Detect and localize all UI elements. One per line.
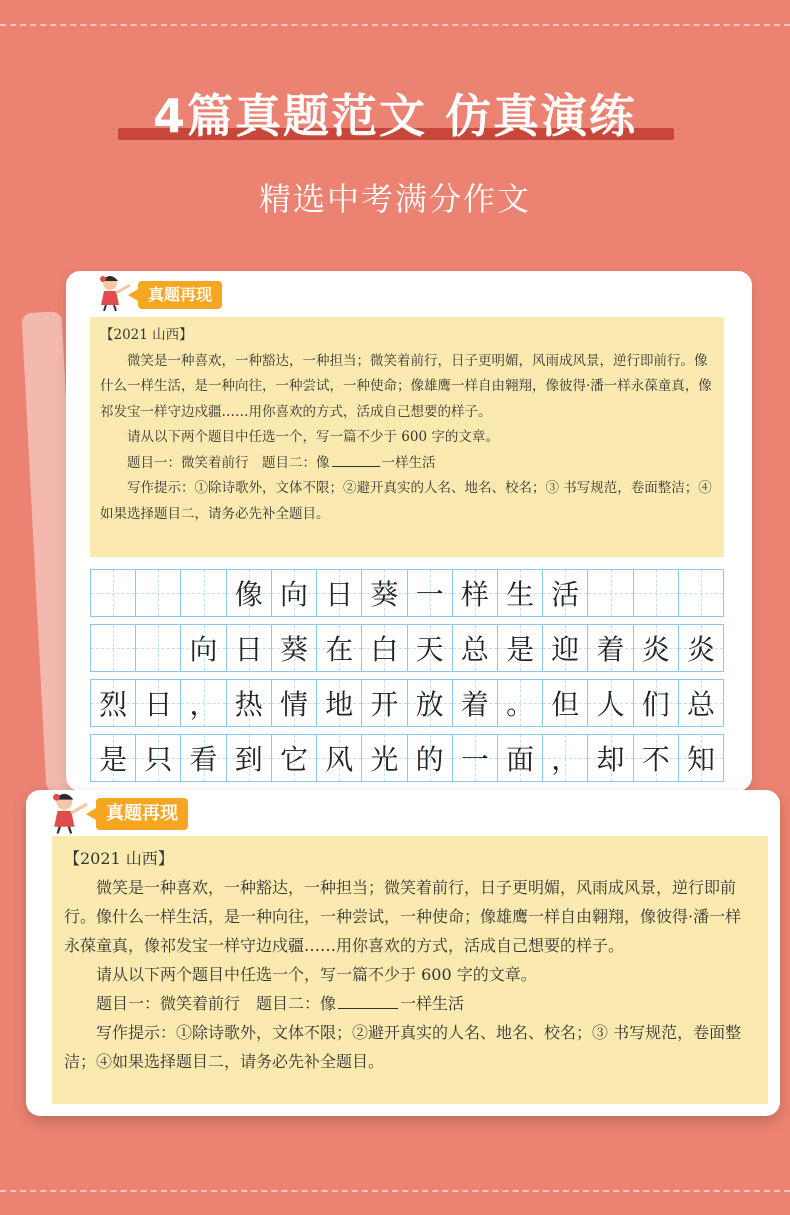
essay-character: 却 bbox=[596, 743, 625, 776]
grid-cell bbox=[588, 570, 633, 616]
grid-cell bbox=[408, 625, 453, 671]
grid-cell bbox=[91, 625, 136, 671]
grid-cell bbox=[498, 680, 543, 726]
essay-character: ， bbox=[189, 688, 218, 721]
essay-character: 面 bbox=[506, 743, 535, 776]
grid-cell bbox=[634, 625, 679, 671]
grid-cell bbox=[136, 625, 181, 671]
essay-character: 一 bbox=[415, 578, 444, 611]
bottom-dashed-divider bbox=[0, 1190, 790, 1192]
prompt-source: 【2021 山西】 bbox=[100, 327, 193, 343]
essay-character: 到 bbox=[234, 743, 263, 776]
essay-character: 情 bbox=[279, 688, 308, 721]
grid-cell bbox=[408, 680, 453, 726]
grid-cell bbox=[543, 570, 588, 616]
essay-character: 向 bbox=[189, 633, 218, 666]
essay-character: ， bbox=[551, 743, 580, 776]
essay-character: 炎 bbox=[641, 633, 670, 666]
grid-cell bbox=[634, 570, 679, 616]
grid-cell bbox=[317, 570, 362, 616]
grid-cell bbox=[91, 570, 136, 616]
essay-character: 光 bbox=[370, 743, 399, 776]
grid-cell bbox=[498, 570, 543, 616]
grid-cell bbox=[272, 680, 317, 726]
sample-card-back bbox=[66, 271, 752, 791]
essay-character: 。 bbox=[506, 688, 535, 721]
grid-cell bbox=[136, 680, 181, 726]
real-exam-tag: 真题再现 bbox=[138, 281, 222, 309]
grid-cell bbox=[588, 625, 633, 671]
grid-cell bbox=[498, 625, 543, 671]
grid-cell bbox=[181, 680, 226, 726]
grid-cell bbox=[272, 625, 317, 671]
grid-cell bbox=[679, 735, 724, 781]
grid-cell bbox=[272, 735, 317, 781]
essay-character: 是 bbox=[99, 743, 128, 776]
essay-character: 迎 bbox=[551, 633, 580, 666]
grid-row bbox=[90, 569, 724, 617]
grid-cell bbox=[543, 625, 588, 671]
essay-character: 着 bbox=[596, 633, 625, 666]
essay-character: 日 bbox=[325, 578, 354, 611]
grid-row bbox=[90, 734, 724, 782]
essay-character: 一 bbox=[460, 743, 489, 776]
page-subtitle: 精选中考满分作文 bbox=[258, 180, 531, 218]
essay-character: 地 bbox=[325, 688, 354, 721]
grid-cell bbox=[136, 570, 181, 616]
topics-prefix: 题目一：微笑着前行 题目二：像 bbox=[127, 454, 330, 471]
grid-cell bbox=[634, 680, 679, 726]
essay-character: 日 bbox=[144, 688, 173, 721]
grid-cell bbox=[362, 570, 407, 616]
grid-cell bbox=[227, 680, 272, 726]
essay-character: 人 bbox=[596, 688, 625, 721]
grid-cell bbox=[181, 570, 226, 616]
grid-cell bbox=[408, 735, 453, 781]
essay-character: 向 bbox=[279, 578, 308, 611]
essay-character: 炎 bbox=[686, 633, 715, 666]
grid-row bbox=[90, 679, 724, 727]
essay-character: 样 bbox=[460, 578, 489, 611]
essay-character: 不 bbox=[641, 743, 670, 776]
grid-cell bbox=[272, 570, 317, 616]
prompt-topics bbox=[100, 451, 714, 477]
grid-cell bbox=[588, 735, 633, 781]
essay-character: 只 bbox=[144, 743, 173, 776]
grid-cell bbox=[408, 570, 453, 616]
essay-character: 知 bbox=[686, 743, 715, 776]
grid-cell bbox=[317, 735, 362, 781]
essay-character: 在 bbox=[325, 633, 354, 666]
sample-card-front bbox=[26, 790, 780, 1116]
grid-cell bbox=[136, 735, 181, 781]
essay-character: 总 bbox=[686, 688, 715, 721]
headline-block bbox=[0, 80, 790, 146]
essay-character: 葵 bbox=[370, 578, 399, 611]
top-dashed-divider bbox=[0, 24, 790, 26]
grid-cell bbox=[227, 570, 272, 616]
essay-character: 葵 bbox=[279, 633, 308, 666]
grid-cell bbox=[227, 735, 272, 781]
topics-suffix: 一样生活 bbox=[381, 454, 436, 471]
topic-blank bbox=[332, 466, 380, 467]
prompt-paragraph: 微笑是一种喜欢，一种豁达，一种担当；微笑着前行，日子更明媚，风雨成风景，逆行即前行。像什么一样生活，是一种向往，一种尝试，一种使命；像雄鹰一样自由翱翔，像彼得·潘一样永葆童真，像祁发宝一样守边戍疆……用你喜欢的方式，活成自己想要的样子。 bbox=[64, 878, 742, 955]
grid-cell bbox=[453, 735, 498, 781]
essay-character: 开 bbox=[370, 688, 399, 721]
essay-character: 但 bbox=[551, 688, 580, 721]
grid-cell bbox=[362, 625, 407, 671]
prompt-requirement: 请从以下两个题目中任选一个，写一篇不少于 600 字的文章。 bbox=[96, 965, 537, 984]
essay-character: 像 bbox=[234, 578, 263, 611]
grid-cell bbox=[679, 625, 724, 671]
prompt-source: 【2021 山西】 bbox=[64, 849, 174, 868]
grid-cell bbox=[679, 570, 724, 616]
topics-suffix: 一样生活 bbox=[400, 994, 465, 1013]
topic-blank bbox=[338, 1008, 398, 1009]
grid-row bbox=[90, 624, 724, 672]
prompt-topics bbox=[64, 989, 756, 1018]
grid-cell bbox=[91, 735, 136, 781]
exam-prompt-box bbox=[52, 836, 768, 1104]
prompt-paragraph: 微笑是一种喜欢，一种豁达，一种担当；微笑着前行，日子更明媚，风雨成风景，逆行即前行。像什么一样生活，是一种向往，一种尝试，一种使命；像雄鹰一样自由翱翔，像彼得·潘一样永葆童真，像祁发宝一样守边戍疆……用你喜欢的方式，活成自己想要的样子。 bbox=[100, 352, 712, 420]
essay-character: 生 bbox=[506, 578, 535, 611]
essay-character: 烈 bbox=[99, 688, 128, 721]
grid-cell bbox=[453, 625, 498, 671]
essay-character: 总 bbox=[460, 633, 489, 666]
writing-grid bbox=[90, 569, 724, 789]
prompt-tips: 写作提示：①除诗歌外，文体不限；②避开真实的人名、地名、校名；③ 书写规范，卷面整洁；④如果选择题目二，请务必先补全题目。 bbox=[100, 480, 712, 522]
essay-character: 们 bbox=[641, 688, 670, 721]
topics-prefix: 题目一：微笑着前行 题目二：像 bbox=[96, 994, 337, 1013]
essay-character: 着 bbox=[460, 688, 489, 721]
grid-cell bbox=[679, 680, 724, 726]
grid-cell bbox=[543, 735, 588, 781]
essay-character: 放 bbox=[415, 688, 444, 721]
essay-character: 热 bbox=[234, 688, 263, 721]
real-exam-tag: 真题再现 bbox=[96, 798, 188, 830]
grid-cell bbox=[362, 680, 407, 726]
grid-cell bbox=[317, 680, 362, 726]
grid-cell bbox=[588, 680, 633, 726]
exam-prompt-box bbox=[90, 317, 724, 557]
grid-cell bbox=[453, 680, 498, 726]
essay-character: 是 bbox=[506, 633, 535, 666]
essay-character: 的 bbox=[415, 743, 444, 776]
essay-character: 活 bbox=[551, 578, 580, 611]
page-title: 4篇真题范文 仿真演练 bbox=[152, 89, 638, 143]
grid-cell bbox=[181, 625, 226, 671]
grid-cell bbox=[634, 735, 679, 781]
grid-cell bbox=[453, 570, 498, 616]
prompt-tips: 写作提示：①除诗歌外，文体不限；②避开真实的人名、地名、校名；③ 书写规范，卷面整洁；④如果选择题目二，请务必先补全题目。 bbox=[64, 1023, 742, 1071]
essay-character: 风 bbox=[325, 743, 354, 776]
grid-cell bbox=[317, 625, 362, 671]
essay-character: 天 bbox=[415, 633, 444, 666]
essay-character: 白 bbox=[370, 633, 399, 666]
grid-cell bbox=[498, 735, 543, 781]
essay-character: 它 bbox=[279, 743, 308, 776]
grid-cell bbox=[227, 625, 272, 671]
prompt-requirement: 请从以下两个题目中任选一个，写一篇不少于 600 字的文章。 bbox=[127, 429, 499, 445]
grid-cell bbox=[181, 735, 226, 781]
essay-character: 日 bbox=[234, 633, 263, 666]
essay-character: 看 bbox=[189, 743, 218, 776]
grid-cell bbox=[543, 680, 588, 726]
grid-cell bbox=[91, 680, 136, 726]
grid-cell bbox=[362, 735, 407, 781]
